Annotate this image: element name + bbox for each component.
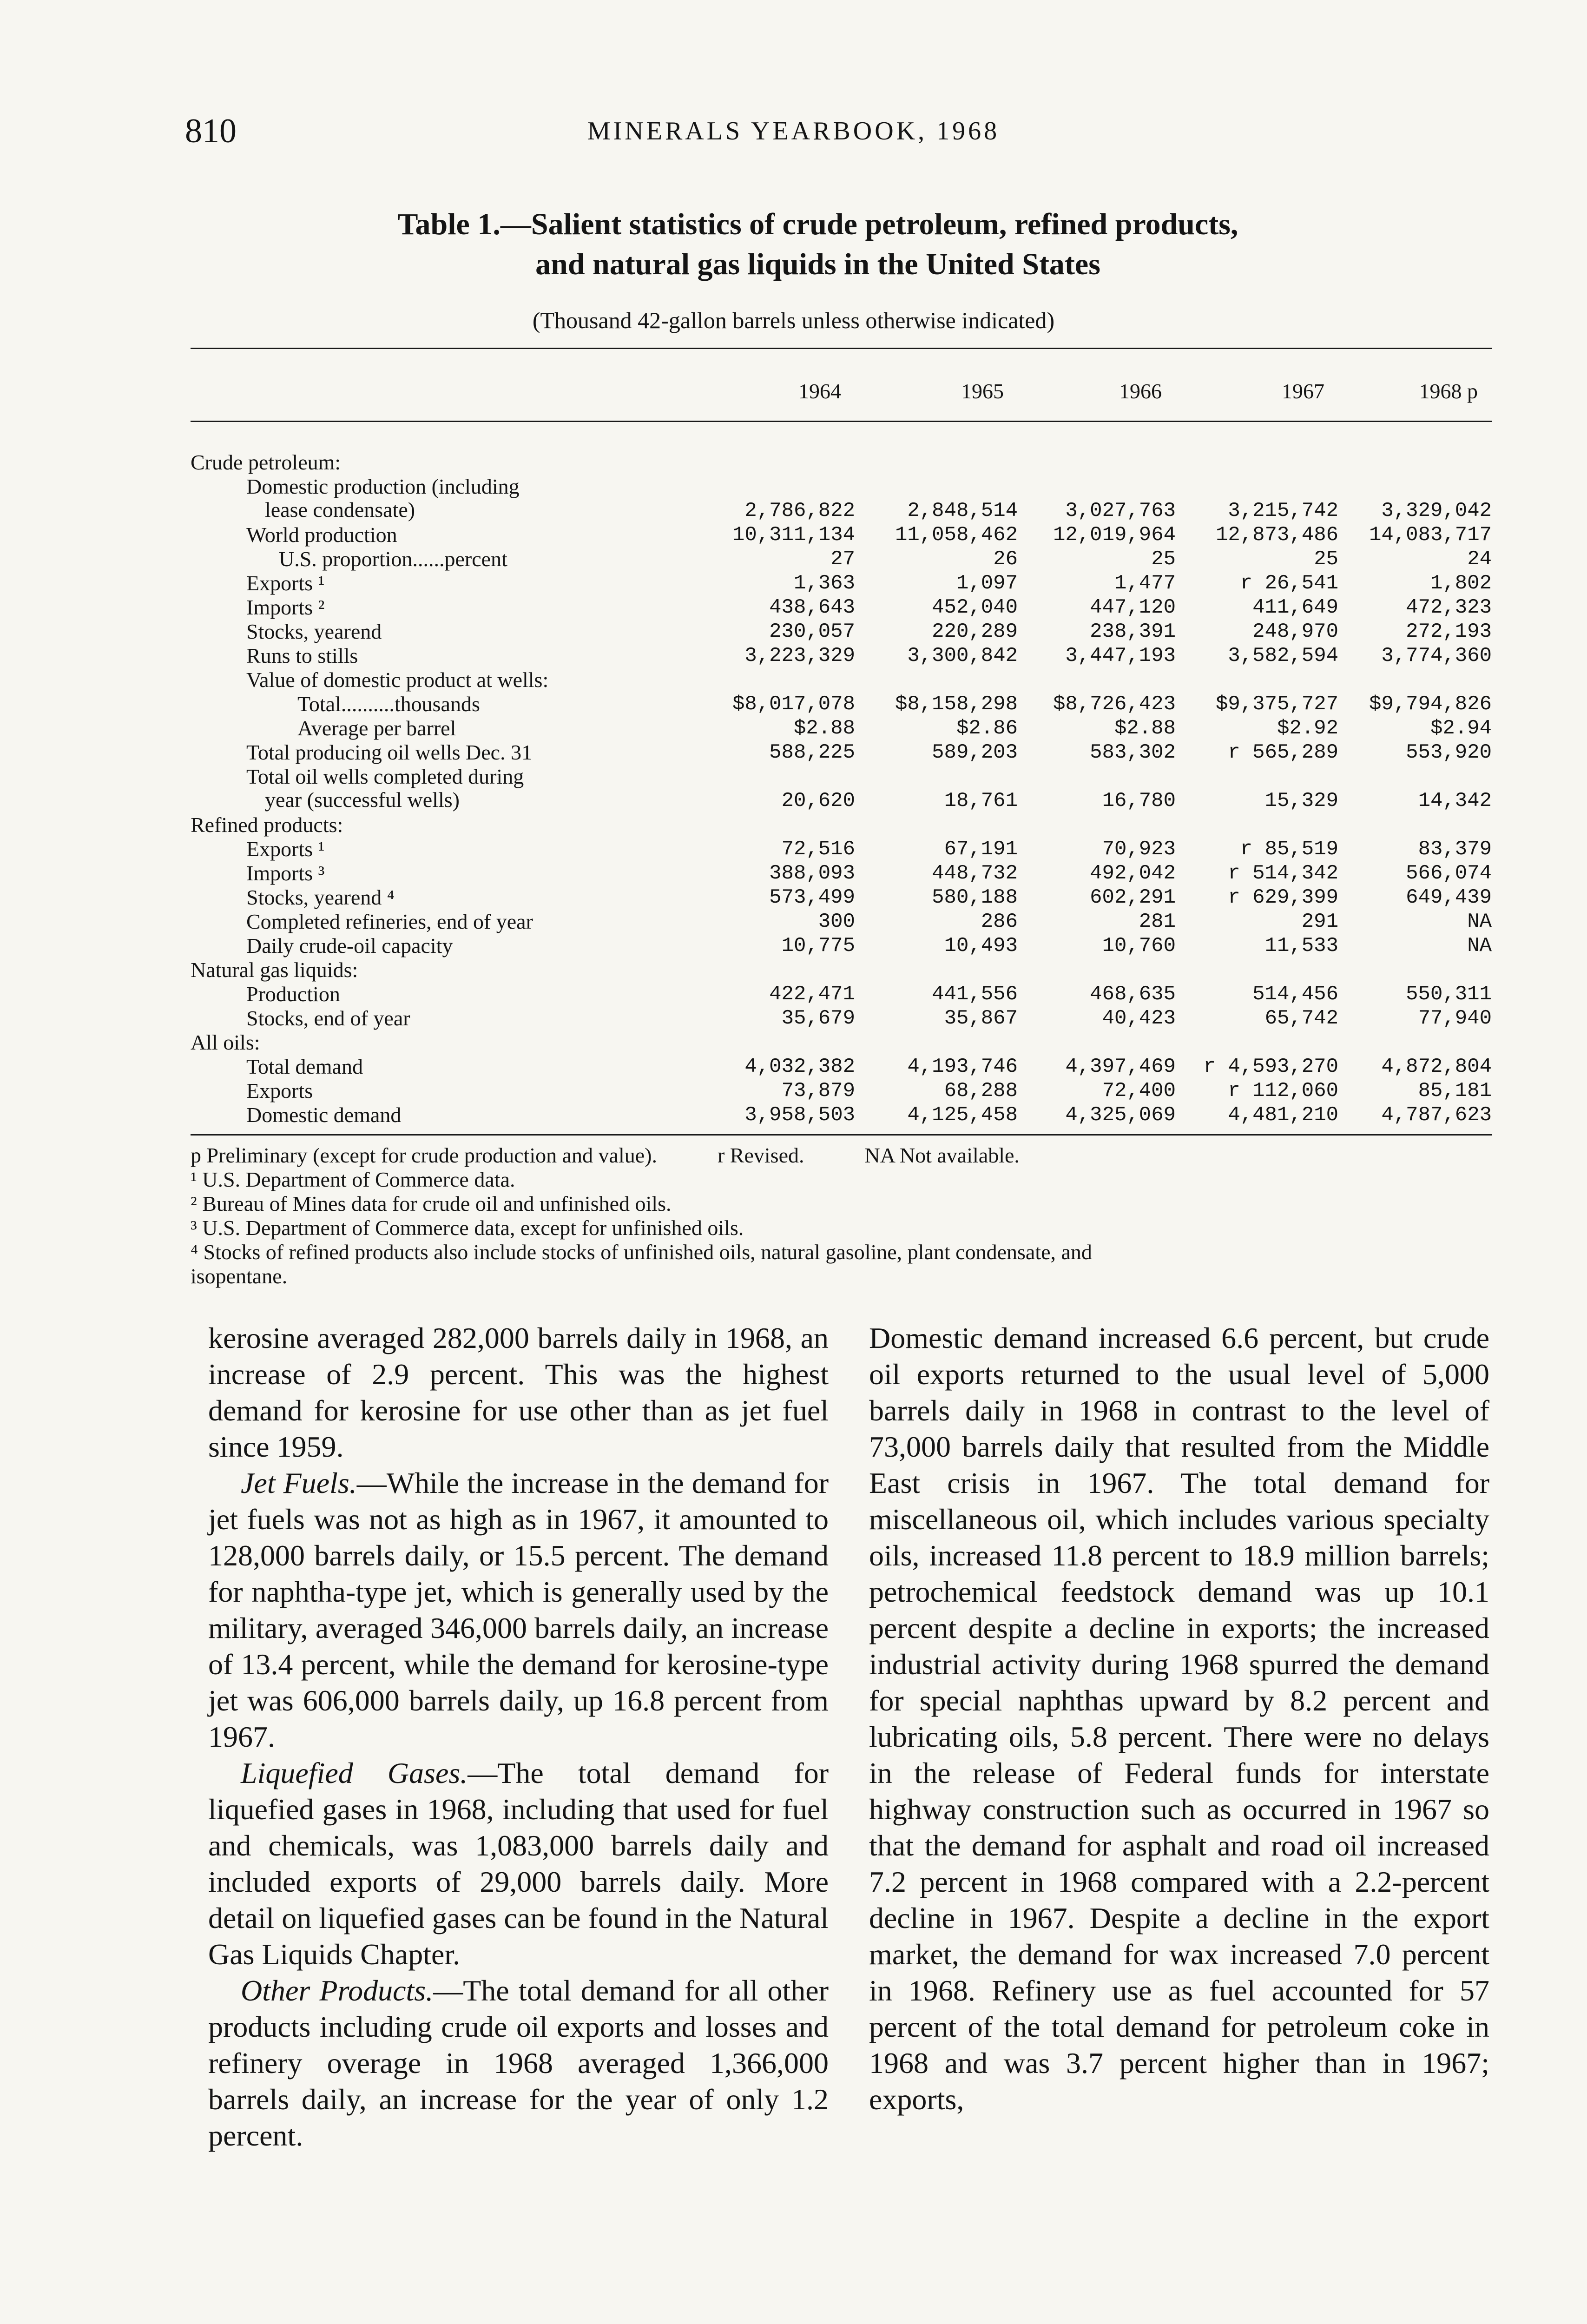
footnote-4: ⁴ Stocks of refined products also include stocks of unfinished oils, natural gasoline, plant condensate, and	[191, 1240, 1092, 1264]
table-cell: 3,027,763	[1065, 499, 1176, 522]
table-row	[191, 886, 1492, 910]
table-cell: 4,397,469	[1065, 1055, 1176, 1078]
table-cell: 468,635	[1090, 983, 1176, 1006]
table-cell: 3,329,042	[1381, 499, 1492, 522]
table-cell: 580,188	[932, 886, 1018, 909]
table-row	[191, 813, 1492, 838]
table-row	[191, 717, 1492, 741]
table-cell: 602,291	[1090, 886, 1176, 909]
column-header: 1965	[961, 379, 1004, 403]
table-row	[191, 958, 1492, 983]
row-label: U.S. proportion......percent	[279, 547, 507, 571]
row-label: Total demand	[246, 1055, 363, 1078]
footnote-preliminary: p Preliminary (except for crude production and value).	[191, 1143, 657, 1167]
table-cell: 3,582,594	[1228, 644, 1338, 667]
table-cell: 281	[1139, 910, 1176, 933]
table-cell: $2.94	[1430, 717, 1492, 740]
table-row	[191, 572, 1492, 596]
running-head: MINERALS YEARBOOK, 1968	[587, 117, 1000, 145]
column-header: 1968 p	[1419, 379, 1478, 403]
table-row	[191, 838, 1492, 862]
row-label: Exports	[246, 1079, 313, 1103]
table-cell: 220,289	[932, 620, 1018, 643]
row-label: Stocks, yearend ⁴	[246, 885, 395, 909]
table-row	[191, 523, 1492, 548]
table-cell: 248,970	[1252, 620, 1338, 643]
table-cell: 83,379	[1418, 838, 1492, 861]
table-row	[191, 548, 1492, 572]
row-label: Completed refineries, end of year	[246, 910, 533, 933]
table-cell: 472,323	[1406, 596, 1492, 619]
footnote-revised: r Revised.	[717, 1143, 804, 1167]
footnote-not-available: NA Not available.	[864, 1143, 1020, 1167]
table-cell: 438,643	[769, 596, 855, 619]
table-cell: 388,093	[769, 862, 855, 885]
table-cell: 514,456	[1252, 983, 1338, 1006]
table-cell: 25	[1151, 548, 1176, 571]
table-cell: $2.88	[793, 717, 855, 740]
table-cell: 4,193,746	[907, 1055, 1018, 1078]
table-row	[191, 620, 1492, 644]
statistics-table	[191, 451, 1492, 1128]
row-label: Average per barrel	[297, 716, 456, 740]
table-cell: NA	[1467, 910, 1492, 933]
table-cell: 550,311	[1406, 983, 1492, 1006]
table-cell: 1,363	[793, 572, 855, 595]
section-heading: Liquefied Gases.	[241, 1756, 468, 1789]
table-cell: 286	[981, 910, 1018, 933]
table-row	[191, 693, 1492, 717]
table-title-line1: —Salient statistics of crude petroleum, refined products,	[500, 207, 1238, 241]
table-cell: r 85,519	[1240, 838, 1338, 861]
table-cell: 72,400	[1102, 1079, 1176, 1103]
row-label: Total producing oil wells Dec. 31	[246, 740, 533, 764]
table-cell: 24	[1467, 548, 1492, 571]
page-number: 810	[185, 112, 237, 150]
table-cell: 11,058,462	[895, 523, 1018, 547]
table-row	[191, 668, 1492, 693]
table-cell: 85,181	[1418, 1079, 1492, 1103]
footnotes	[191, 1143, 1492, 1288]
row-label: Stocks, end of year	[246, 1006, 410, 1030]
row-label: Stocks, yearend	[246, 620, 382, 643]
table-cell: $9,794,826	[1369, 693, 1492, 716]
table-title-line2: and natural gas liquids in the United States	[535, 247, 1100, 281]
table-cell: 553,920	[1406, 741, 1492, 764]
table-row	[191, 862, 1492, 886]
body-column-right	[869, 1320, 1489, 2118]
table-cell: 73,879	[781, 1079, 855, 1103]
row-label: Imports ³	[246, 861, 325, 885]
table-cell: 2,786,822	[744, 499, 855, 522]
table-cell: 1,802	[1430, 572, 1492, 595]
table-bottom-rule	[191, 1134, 1492, 1136]
table-cell: r 514,342	[1228, 862, 1338, 885]
table-cell: r 112,060	[1228, 1079, 1338, 1103]
table-cell: $8,158,298	[895, 693, 1018, 716]
row-label: Runs to stills	[246, 644, 358, 667]
table-row	[191, 934, 1492, 958]
row-label: Total..........thousands	[297, 692, 480, 716]
table-row	[191, 765, 1492, 813]
table-row	[191, 983, 1492, 1007]
table-row	[191, 1007, 1492, 1031]
table-cell: 72,516	[781, 838, 855, 861]
table-cell: 291	[1301, 910, 1338, 933]
table-cell: 4,872,804	[1381, 1055, 1492, 1078]
table-cell: 230,057	[769, 620, 855, 643]
table-cell: 441,556	[932, 983, 1018, 1006]
table-cell: 566,074	[1406, 862, 1492, 885]
body-paragraph: Domestic demand increased 6.6 percent, but crude oil exports returned to the usual level of 5,000 barrels daily in 1968 in contrast to the level of 73,000 barrels daily that resulted from the Middle East crisis in 1967. The total demand for miscellaneous oil, which includes various specialty oils, increased 11.8 percent to 18.9 million barrels; petrochemical feedstock demand was up 10.1 percent despite a decline in exports; the increased industrial activity during 1968 spurred the demand for special naphthas upward by 8.2 percent and lubricating oils, 5.8 percent. There were no delays in the release of Federal funds for interstate highway construction such as occurred in 1967 so that the demand for asphalt and road oil increased 7.2 percent in 1968 compared with a 2.2-percent decline in 1967. Despite a decline in the export market, the demand for wax increased 7.0 percent in 1968. Refinery use as fuel accounted for 57 percent of the total demand for petroleum coke in 1968 and was 3.7 percent higher than in 1967; exports,	[869, 1321, 1489, 2116]
table-title	[260, 205, 1376, 284]
table-cell: 272,193	[1406, 620, 1492, 643]
table-cell: 40,423	[1102, 1007, 1176, 1030]
table-cell: 4,481,210	[1228, 1103, 1338, 1127]
table-cell: 4,325,069	[1065, 1103, 1176, 1127]
table-cell: r 629,399	[1228, 886, 1338, 909]
table-cell: 15,329	[1264, 789, 1338, 812]
table-cell: 448,732	[932, 862, 1018, 885]
table-cell: 3,447,193	[1065, 644, 1176, 667]
table-cell: 649,439	[1406, 886, 1492, 909]
row-label: Domestic production (including lease condensate)	[246, 475, 520, 522]
footnote-2: ² Bureau of Mines data for crude oil and unfinished oils.	[191, 1192, 672, 1215]
table-cell: 20,620	[781, 789, 855, 812]
table-cell: 77,940	[1418, 1007, 1492, 1030]
footnote-1: ¹ U.S. Department of Commerce data.	[191, 1168, 515, 1191]
table-cell: 12,019,964	[1053, 523, 1176, 547]
table-cell: 10,775	[781, 934, 855, 957]
table-cell: $2.86	[956, 717, 1018, 740]
table-cell: 447,120	[1090, 596, 1176, 619]
table-row	[191, 596, 1492, 620]
table-row	[191, 451, 1492, 475]
table-cell: 14,083,717	[1369, 523, 1492, 547]
table-header-rule	[191, 421, 1492, 422]
table-cell: 18,761	[944, 789, 1018, 812]
table-row	[191, 1031, 1492, 1055]
table-cell: 452,040	[932, 596, 1018, 619]
row-label: Daily crude-oil capacity	[246, 934, 453, 957]
table-cell: 492,042	[1090, 862, 1176, 885]
table-cell: r 565,289	[1228, 741, 1338, 764]
table-cell: 10,493	[944, 934, 1018, 957]
body-paragraph: kerosine averaged 282,000 barrels daily in 1968, an increase of 2.9 percent. This was the highest demand for kerosine for use other than as jet fuel since 1959.	[208, 1321, 829, 1463]
table-cell: 1,097	[956, 572, 1018, 595]
table-cell: 10,760	[1102, 934, 1176, 957]
row-label: Imports ²	[246, 595, 325, 619]
table-row	[191, 1055, 1492, 1079]
body-paragraph: Jet Fuels.—While the increase in the demand for jet fuels was not as high as in 1967, it amounted to 128,000 barrels daily, or 15.5 percent. The demand for naphtha-type jet, which is generally used by the military, averaged 346,000 barrels daily, an increase of 13.4 percent, while the demand for kerosine-type jet was 606,000 barrels daily, up 16.8 percent from 1967.	[208, 1466, 829, 1753]
table-cell: 4,125,458	[907, 1103, 1018, 1127]
column-header: 1964	[798, 379, 841, 403]
table-cell: 589,203	[932, 741, 1018, 764]
table-cell: 411,649	[1252, 596, 1338, 619]
column-header: 1966	[1119, 379, 1162, 403]
table-cell: r 4,593,270	[1203, 1055, 1338, 1078]
table-cell: NA	[1467, 934, 1492, 957]
table-cell: 573,499	[769, 886, 855, 909]
table-row	[191, 644, 1492, 668]
table-cell: 300	[818, 910, 855, 933]
table-cell: 68,288	[944, 1079, 1018, 1103]
table-cell: 67,191	[944, 838, 1018, 861]
table-cell: 25	[1314, 548, 1338, 571]
row-label: Exports ¹	[246, 837, 325, 861]
table-label: Table 1.	[397, 207, 500, 241]
table-top-rule	[191, 348, 1492, 349]
table-cell: 4,787,623	[1381, 1103, 1492, 1127]
table-cell: 3,223,329	[744, 644, 855, 667]
table-cell: 11,533	[1264, 934, 1338, 957]
table-cell: $2.92	[1277, 717, 1338, 740]
table-cell: 70,923	[1102, 838, 1176, 861]
footnote-3: ³ U.S. Department of Commerce data, except for unfinished oils.	[191, 1216, 744, 1240]
body-paragraph: Liquefied Gases.—The total demand for liquefied gases in 1968, including that used for fuel and chemicals, was 1,083,000 barrels daily and included exports of 29,000 barrels daily. More detail on liquefied gases can be found in the Natural Gas Liquids Chapter.	[208, 1756, 829, 1971]
table-cell: 588,225	[769, 741, 855, 764]
table-cell: $8,017,078	[732, 693, 855, 716]
table-cell: 422,471	[769, 983, 855, 1006]
table-cell: $8,726,423	[1053, 693, 1176, 716]
table-row	[191, 475, 1492, 523]
column-header: 1967	[1282, 379, 1324, 403]
table-cell: 3,774,360	[1381, 644, 1492, 667]
table-subtitle: (Thousand 42-gallon barrels unless otherwise indicated)	[532, 307, 1055, 333]
table-cell: 3,300,842	[907, 644, 1018, 667]
section-heading: Jet Fuels.	[241, 1466, 357, 1499]
table-cell: 3,215,742	[1228, 499, 1338, 522]
section-heading: Other Products.	[241, 1974, 434, 2007]
table-cell: 14,342	[1418, 789, 1492, 812]
table-cell: 27	[830, 548, 855, 571]
row-label: Refined products:	[191, 813, 343, 837]
table-cell: 16,780	[1102, 789, 1176, 812]
row-label: World production	[246, 523, 397, 547]
row-label: Domestic demand	[246, 1103, 402, 1127]
row-label: Production	[246, 982, 340, 1006]
row-label: Natural gas liquids:	[191, 958, 358, 982]
row-label: Total oil wells completed during year (successful wells)	[246, 765, 524, 812]
row-label: Value of domestic product at wells:	[246, 668, 549, 692]
table-row	[191, 910, 1492, 934]
row-label: Crude petroleum:	[191, 450, 341, 474]
table-cell: 12,873,486	[1215, 523, 1338, 547]
table-row	[191, 1103, 1492, 1128]
footnote-4-continued: isopentane.	[191, 1264, 288, 1288]
table-row	[191, 1079, 1492, 1103]
table-row	[191, 741, 1492, 765]
row-label: All oils:	[191, 1030, 260, 1054]
table-cell: 35,679	[781, 1007, 855, 1030]
table-cell: $9,375,727	[1215, 693, 1338, 716]
table-cell: 65,742	[1264, 1007, 1338, 1030]
table-cell: 4,032,382	[744, 1055, 855, 1078]
table-cell: 26	[993, 548, 1018, 571]
row-label: Exports ¹	[246, 571, 325, 595]
table-cell: 2,848,514	[907, 499, 1018, 522]
table-cell: 1,477	[1114, 572, 1176, 595]
table-cell: 238,391	[1090, 620, 1176, 643]
table-cell: $2.88	[1114, 717, 1176, 740]
table-cell: 10,311,134	[732, 523, 855, 547]
table-cell: 3,958,503	[744, 1103, 855, 1127]
table-cell: 35,867	[944, 1007, 1018, 1030]
body-column-left	[208, 1320, 829, 2154]
table-cell: r 26,541	[1240, 572, 1338, 595]
body-paragraph: Other Products.—The total demand for all other products including crude oil exports and losses and refinery overage in 1968 averaged 1,366,000 barrels daily, an increase for the year of only 1.2 percent.	[208, 1974, 829, 2152]
table-cell: 583,302	[1090, 741, 1176, 764]
